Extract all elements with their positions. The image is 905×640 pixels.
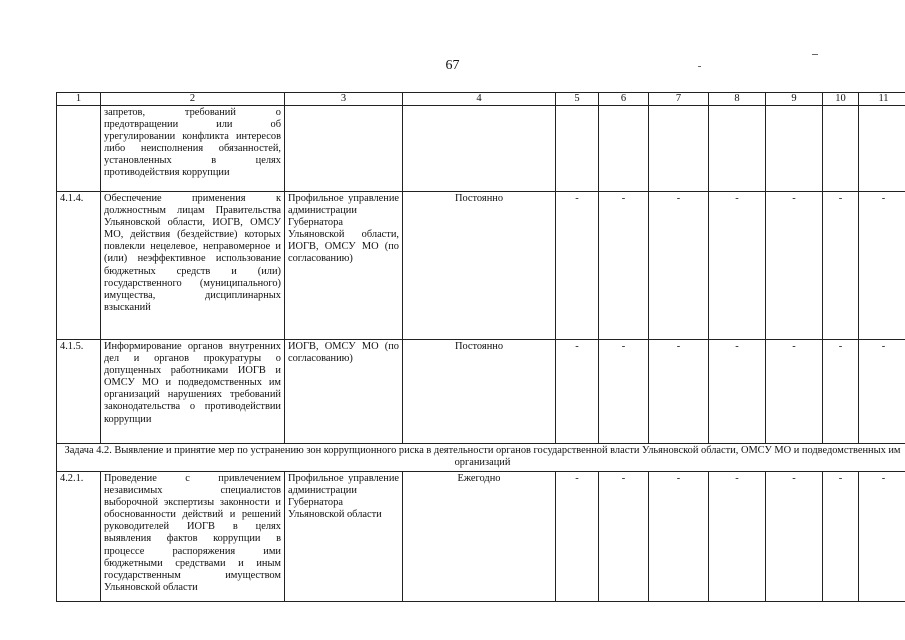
value-cell: -: [599, 192, 649, 340]
measures-table: [56, 92, 905, 602]
item-number: 4.1.4.: [57, 192, 101, 340]
value-cell: -: [709, 472, 766, 602]
value-cell: -: [649, 340, 709, 444]
header-cell: 2: [101, 93, 285, 106]
value-cell: [556, 106, 599, 192]
item-description: Проведение с привлечением независимых специалистов выборочной экспертизы законности и обоснованности действий и решений руководителей ИОГВ в целях выявления фактов коррупции в процессе распоряжения ими бюджетными средствами и иным государственным имуществом Ульяновской области: [101, 472, 285, 602]
value-cell: -: [823, 472, 859, 602]
value-cell: -: [709, 192, 766, 340]
item-executor: Профильное управление администрации Губернатора Ульяновской области, ИОГВ, ОМСУ МО (по согласованию): [285, 192, 403, 340]
item-description: Обеспечение применения к должностным лицам Правительства Ульяновской области, ИОГВ, ОМСУ МО, действия (бездействие) которых повлекли нецелевое, неправомерное и (или) неэффективное использование бюджетных средств и (или) государственного (муниципального) имущества, дисциплинарных взысканий: [101, 192, 285, 340]
task-row: [57, 444, 905, 472]
item-executor: Профильное управление администрации Губернатора Ульяновской области: [285, 472, 403, 602]
item-number: [57, 106, 101, 192]
header-row: [57, 93, 905, 106]
value-cell: -: [709, 340, 766, 444]
table-row: [57, 340, 905, 444]
item-description: Информирование органов внутренних дел и органов прокуратуры о допущенных работниками ИОГВ и ОМСУ МО и подведомственных им организаций нарушениях требований законодательства о противодействии коррупции: [101, 340, 285, 444]
header-cell: 7: [649, 93, 709, 106]
value-cell: -: [599, 472, 649, 602]
item-number: 4.2.1.: [57, 472, 101, 602]
item-term: Ежегодно: [403, 472, 556, 602]
value-cell: -: [859, 472, 905, 602]
item-executor: [285, 106, 403, 192]
value-cell: -: [766, 192, 823, 340]
header-cell: 5: [556, 93, 599, 106]
table-row: [57, 472, 905, 602]
header-cell: 10: [823, 93, 859, 106]
task-title: Задача 4.2. Выявление и принятие мер по устранению зон коррупционного риска в деятельности органов государственной власти Ульяновской области, ОМСУ МО и подведомственных им организаций: [57, 444, 905, 472]
header-cell: 11: [859, 93, 905, 106]
item-term: Постоянно: [403, 192, 556, 340]
item-number: 4.1.5.: [57, 340, 101, 444]
value-cell: -: [599, 340, 649, 444]
header-cell: 4: [403, 93, 556, 106]
page-number: 67: [445, 58, 460, 73]
value-cell: -: [556, 340, 599, 444]
value-cell: [859, 106, 905, 192]
scan-speck: [698, 66, 701, 67]
value-cell: -: [649, 472, 709, 602]
header-cell: 6: [599, 93, 649, 106]
header-cell: 9: [766, 93, 823, 106]
header-cell: 1: [57, 93, 101, 106]
value-cell: [709, 106, 766, 192]
value-cell: -: [823, 192, 859, 340]
value-cell: [649, 106, 709, 192]
value-cell: -: [823, 340, 859, 444]
item-executor: ИОГВ, ОМСУ МО (по согласованию): [285, 340, 403, 444]
table-row: [57, 106, 905, 192]
value-cell: -: [556, 192, 599, 340]
value-cell: [766, 106, 823, 192]
value-cell: [599, 106, 649, 192]
header-cell: 3: [285, 93, 403, 106]
scan-speck: [812, 54, 818, 55]
item-description: запретов, требований о предотвращении или об урегулировании конфликта интересов либо неисполнения обязанностей, установленных в целях противодействия коррупции: [101, 106, 285, 192]
value-cell: -: [649, 192, 709, 340]
item-term: Постоянно: [403, 340, 556, 444]
value-cell: -: [556, 472, 599, 602]
header-cell: 8: [709, 93, 766, 106]
value-cell: -: [859, 192, 905, 340]
value-cell: -: [766, 472, 823, 602]
table-row: [57, 192, 905, 340]
item-term: [403, 106, 556, 192]
value-cell: [823, 106, 859, 192]
value-cell: -: [859, 340, 905, 444]
value-cell: -: [766, 340, 823, 444]
